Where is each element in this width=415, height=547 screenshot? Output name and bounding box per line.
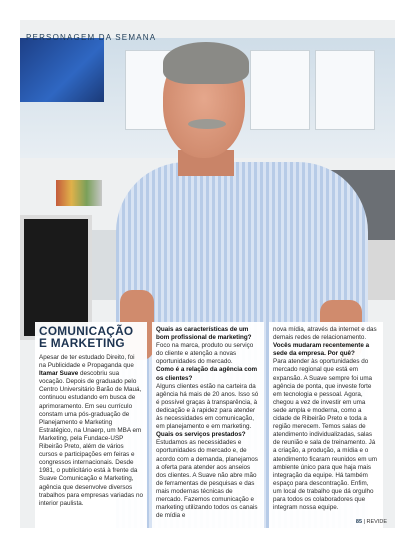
page-number: 85 xyxy=(355,519,363,525)
headline-line-1: COMUNICAÇÃO xyxy=(39,324,134,338)
question: Quais as características de um bom profissional de marketing? xyxy=(156,326,252,342)
person-moustache xyxy=(188,119,226,129)
intro-text: descobriu sua vocação. Depois de graduado pelo Centro Universitário Barão de Mauá, continuou estudando em busca de aprimoramento. Em seu currículo constam uma pós-graduação de Planejamento e Marketing Estratégico, na Unaerp, um MBA em Marketing, pela Fundace-USP Ribeirão Preto, além de vários cursos e participações em feiras e congressos internacionais. Desde 1981, o publicitário está à frente da Suave Comunicação e Marketing, agência que desenvolve diversos trabalhos para empresas variadas no interior paulista. xyxy=(39,370,143,507)
window-panel xyxy=(315,50,375,130)
answer: Foco na marca, produto ou serviço do cliente e atenção a novas oportunidades do mercado. xyxy=(156,342,254,366)
section-label: PERSONAGEM DA SEMANA xyxy=(26,33,157,42)
background-blue-screen xyxy=(20,38,104,102)
magazine-page xyxy=(20,20,395,528)
person-hair xyxy=(163,42,249,84)
question: Como é a relação da agência com os clientes? xyxy=(156,366,258,382)
text-column-2 xyxy=(152,322,264,528)
answer: Para atender às oportunidades do mercado regional que está em expansão. A Suave sempre foi uma agência de ponta, que investe forte em tecnologia e pessoal. Agora, chegou a vez de investir em uma sede ampla e moderna, como a cidade de Ribeirão Preto e toda a região merecem. Temos salas de atendimento individualizadas, salas de reunião e sala de treinamento. Já a criação, a produção, a mídia e o atendimento ficaram reunidos em um ambiente único para que haja mais integração da equipe. Há também espaço para descontração. Enfim, um local de trabalho que dá orgulho para todos os colaboradores que integram nossa equipe. xyxy=(273,358,377,512)
question: Quais os serviços prestados? xyxy=(156,431,246,439)
person-name: Itamar Suave xyxy=(39,370,79,378)
magazine-name: REVIDE xyxy=(366,519,387,525)
footer-separator: | xyxy=(363,519,365,525)
page-footer xyxy=(356,519,387,525)
intro-paragraph xyxy=(39,354,143,508)
article-headline xyxy=(39,326,143,349)
answer: nova mídia, através da internet e das demais redes de relacionamento. xyxy=(273,326,377,342)
text-column-1 xyxy=(35,322,147,528)
headline-line-2: E MARKETING xyxy=(39,335,125,350)
question: Vocês mudaram recentemente a sede da empresa. Por quê? xyxy=(273,342,370,358)
intro-text: Apesar de ter estudado Direito, foi na Publicidade e Propaganda que xyxy=(39,354,135,370)
answer: Alguns clientes estão na carteira da agência há mais de 20 anos. Isso só é possível graças à transparência, à dedicação e à rapidez para atender às necessidades em comunicação, em planejamento e em marketing. xyxy=(156,382,259,431)
background-objects xyxy=(56,180,102,206)
answer: Estudamos as necessidades e oportunidades do mercado e, de acordo com a demanda, planejamos a oferta para atender aos anseios dos clientes. A Suave não abre mão de ferramentas de pesquisas e das mais modernas técnicas de mercado. Fazemos comunicação e marketing utilizando todos os canais de mídia e xyxy=(156,439,258,520)
window-panel xyxy=(250,50,310,130)
text-column-3 xyxy=(269,322,383,528)
